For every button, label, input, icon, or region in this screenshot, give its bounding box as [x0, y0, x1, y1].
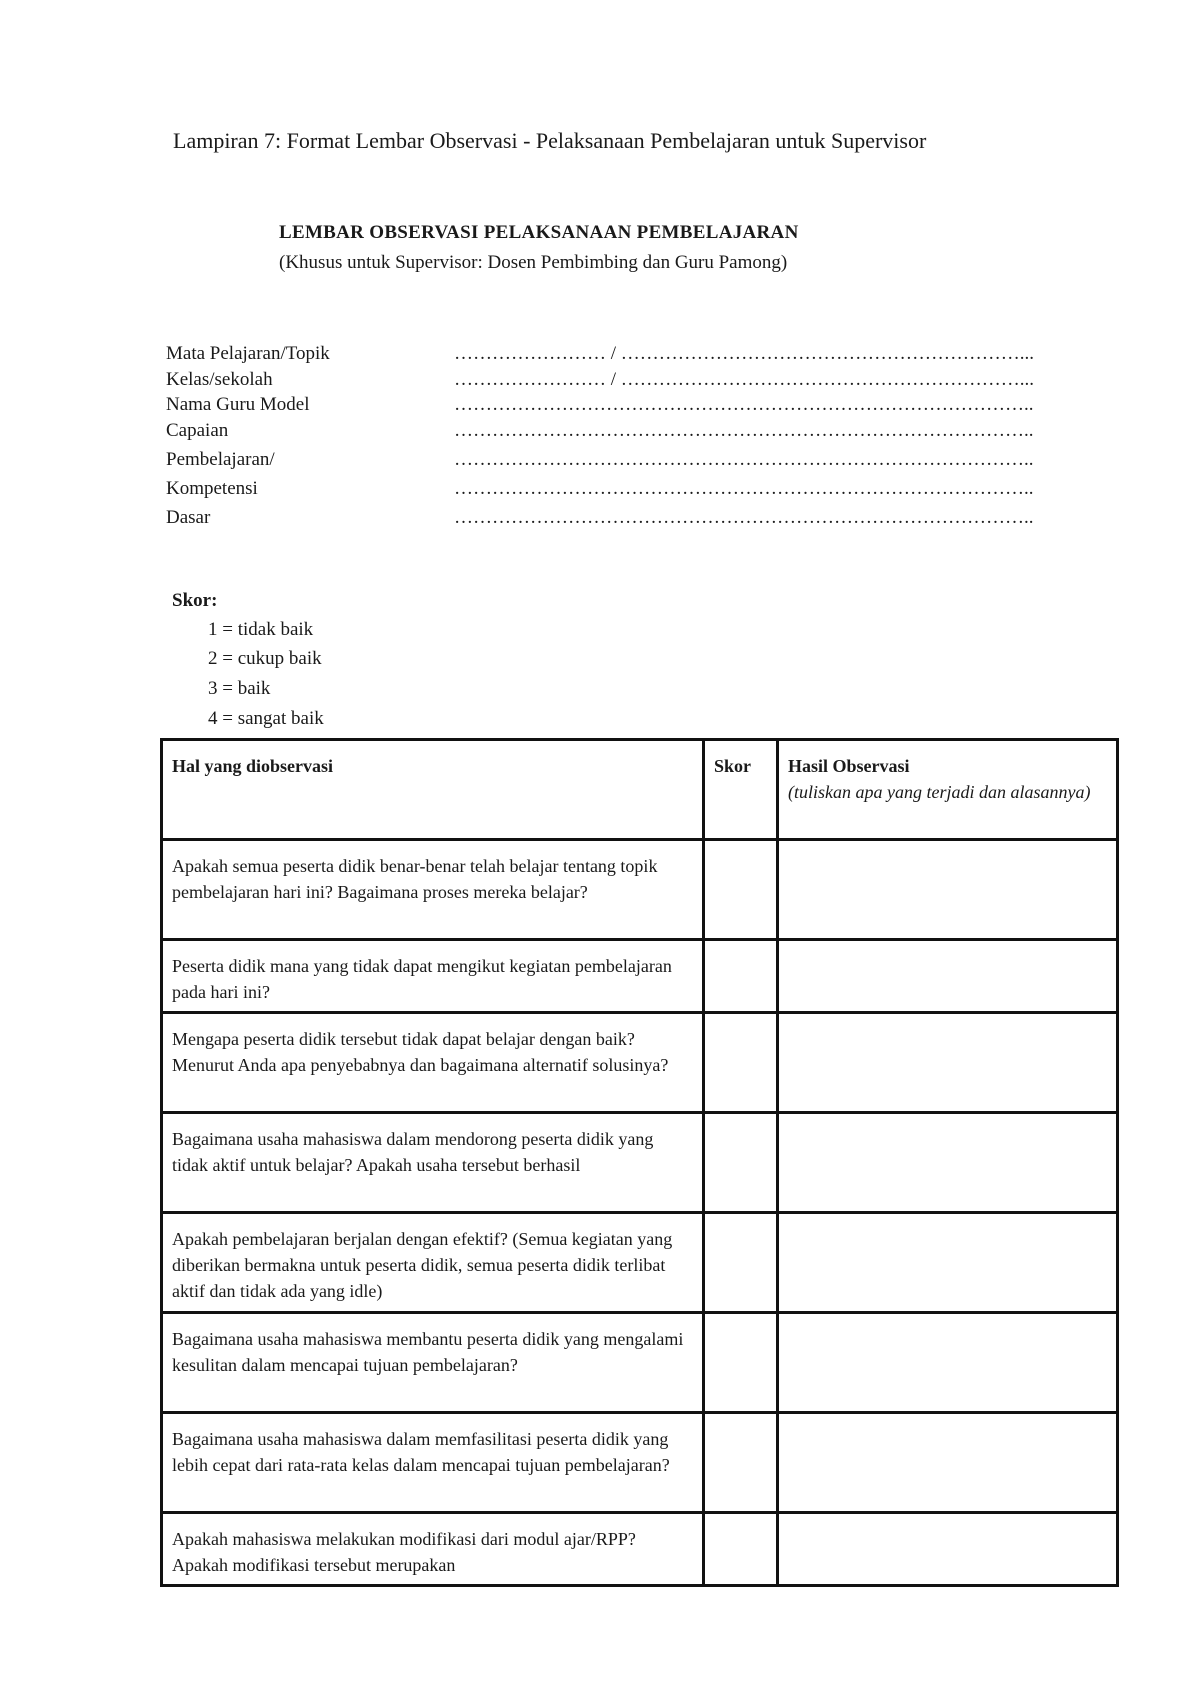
score-cell[interactable] [704, 1013, 778, 1113]
skor-item: 1 = tidak baik [208, 619, 314, 640]
observation-question: Mengapa peserta didik tersebut tidak dapat belajar dengan baik? Menurut Anda apa penyebabnya dan bagaimana alternatif solusinya? [162, 1013, 704, 1113]
header-hasil-observasi-note: (tuliskan apa yang terjadi dan alasannya) [788, 782, 1091, 802]
field-value-mata-pelajaran: …………………… / ………………………………………………………... [454, 343, 1035, 364]
result-cell[interactable] [778, 1013, 1118, 1113]
result-cell[interactable] [778, 1413, 1118, 1513]
table-row [162, 840, 1118, 940]
field-value-capaian: ……………………………………………………………………………….. [454, 420, 1034, 441]
score-cell[interactable] [704, 1513, 778, 1586]
result-cell[interactable] [778, 1513, 1118, 1586]
page-header: Lampiran 7: Format Lembar Observasi - Pelaksanaan Pembelajaran untuk Supervisor [173, 128, 927, 153]
score-cell[interactable] [704, 840, 778, 940]
table-row [162, 1313, 1118, 1413]
skor-item: 3 = baik [208, 678, 271, 699]
header-skor: Skor [704, 740, 778, 840]
field-label-mata-pelajaran: Mata Pelajaran/Topik [166, 343, 330, 364]
field-value-pembelajaran: ……………………………………………………………………………….. [454, 449, 1034, 470]
table-row [162, 940, 1118, 1013]
field-value-dasar: ……………………………………………………………………………….. [454, 507, 1034, 528]
observation-question: Apakah semua peserta didik benar-benar telah belajar tentang topik pembelajaran hari ini? Bagaimana proses mereka belajar? [162, 840, 704, 940]
observation-question: Bagaimana usaha mahasiswa dalam mendorong peserta didik yang tidak aktif untuk belajar? Apakah usaha tersebut berhasil [162, 1113, 704, 1213]
observation-question: Apakah mahasiswa melakukan modifikasi dari modul ajar/RPP? Apakah modifikasi tersebut merupakan [162, 1513, 704, 1586]
observation-table [160, 738, 1119, 1587]
score-cell[interactable] [704, 1313, 778, 1413]
table-row [162, 1413, 1118, 1513]
header-hasil-observasi-label: Hasil Observasi [788, 756, 910, 776]
observation-question: Apakah pembelajaran berjalan dengan efektif? (Semua kegiatan yang diberikan bermakna untuk peserta didik, semua peserta didik terlibat aktif dan tidak ada yang idle) [162, 1213, 704, 1313]
table-header-row [162, 740, 1118, 840]
field-label-kelas: Kelas/sekolah [166, 369, 273, 390]
score-cell[interactable] [704, 940, 778, 1013]
skor-item: 2 = cukup baik [208, 648, 322, 669]
observation-question: Peserta didik mana yang tidak dapat mengikut kegiatan pembelajaran pada hari ini? [162, 940, 704, 1013]
document-title: LEMBAR OBSERVASI PELAKSANAAN PEMBELAJARAN [279, 222, 799, 243]
field-label-capaian: Capaian [166, 420, 229, 441]
field-label-nama-guru: Nama Guru Model [166, 394, 310, 415]
table-row [162, 1113, 1118, 1213]
table-row [162, 1513, 1118, 1586]
field-label-pembelajaran: Pembelajaran/ [166, 449, 275, 470]
field-value-kelas: …………………… / ………………………………………………………... [454, 369, 1035, 390]
field-label-kompetensi: Kompetensi [166, 478, 258, 499]
result-cell[interactable] [778, 1113, 1118, 1213]
skor-item: 4 = sangat baik [208, 708, 324, 729]
observation-question: Bagaimana usaha mahasiswa dalam memfasilitasi peserta didik yang lebih cepat dari rata-rata kelas dalam mencapai tujuan pembelajaran? [162, 1413, 704, 1513]
result-cell[interactable] [778, 940, 1118, 1013]
field-label-dasar: Dasar [166, 507, 211, 528]
result-cell[interactable] [778, 840, 1118, 940]
skor-heading: Skor: [172, 590, 218, 611]
table-row [162, 1213, 1118, 1313]
document-subtitle: (Khusus untuk Supervisor: Dosen Pembimbing dan Guru Pamong) [279, 252, 788, 273]
header-hal-yang-diobservasi: Hal yang diobservasi [162, 740, 704, 840]
header-hasil-observasi [778, 740, 1118, 840]
score-cell[interactable] [704, 1113, 778, 1213]
score-cell[interactable] [704, 1213, 778, 1313]
result-cell[interactable] [778, 1313, 1118, 1413]
result-cell[interactable] [778, 1213, 1118, 1313]
observation-question: Bagaimana usaha mahasiswa membantu peserta didik yang mengalami kesulitan dalam mencapai tujuan pembelajaran? [162, 1313, 704, 1413]
table-row [162, 1013, 1118, 1113]
score-cell[interactable] [704, 1413, 778, 1513]
field-value-nama-guru: ……………………………………………………………………………….. [454, 394, 1034, 415]
field-value-kompetensi: ……………………………………………………………………………….. [454, 478, 1034, 499]
